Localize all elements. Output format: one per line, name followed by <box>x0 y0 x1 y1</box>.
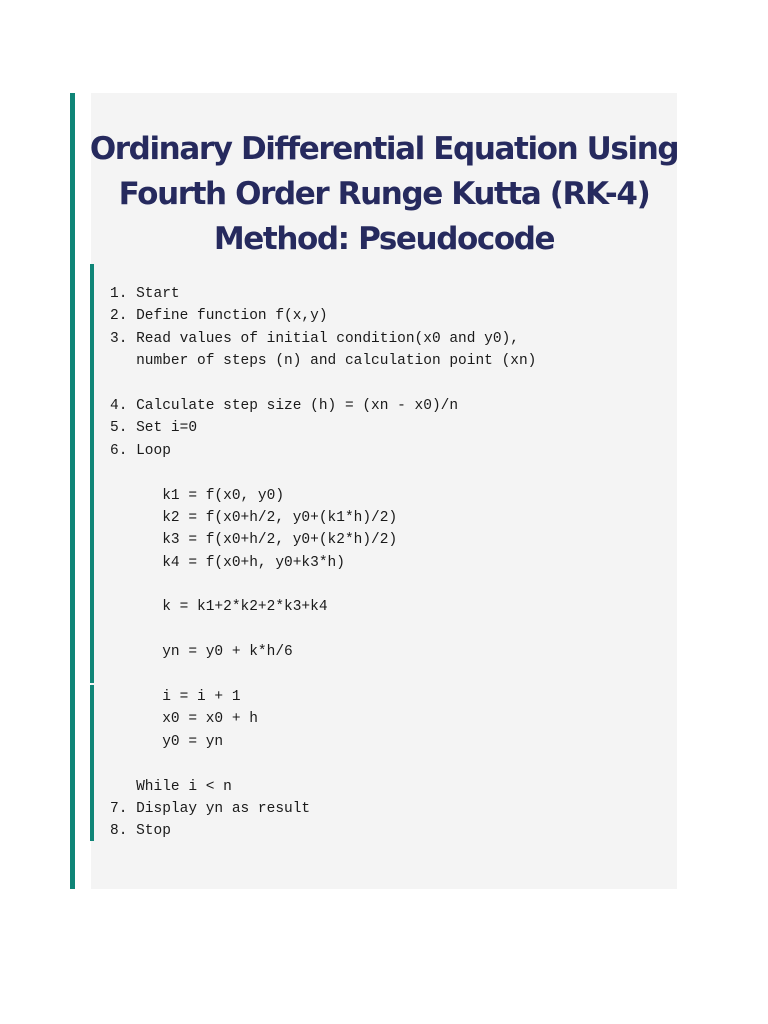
code-line: 1. Start <box>110 286 180 302</box>
title-line-3: Method: Pseudocode <box>213 221 555 257</box>
code-line <box>110 373 536 395</box>
code-line: k2 = f(x0+h/2, y0+(k1*h)/2) <box>110 509 398 526</box>
page-title <box>0 127 768 262</box>
code-line: 4. Calculate step size (h) = (xn - x0)/n <box>110 397 459 414</box>
code-line: k = k1+2*k2+2*k3+k4 <box>110 599 328 616</box>
code-line: k4 = f(x0+h, y0+k3*h) <box>110 554 345 571</box>
code-line: 2. Define function f(x,y) <box>110 308 328 325</box>
code-line: 3. Read values of initial condition(x0 and y0), <box>110 330 519 347</box>
title-line-2: Fourth Order Runge Kutta (RK-4) <box>118 176 650 212</box>
code-line <box>110 462 536 484</box>
code-line: i = i + 1 <box>110 689 241 706</box>
pseudocode-block <box>110 283 536 843</box>
code-line: y0 = yn <box>110 733 224 750</box>
code-line: number of steps (n) and calculation point (xn) <box>110 353 537 370</box>
code-accent-bar-top <box>90 264 94 683</box>
code-line <box>110 664 536 686</box>
code-accent-bar-bottom <box>90 685 94 841</box>
code-line <box>110 574 536 596</box>
code-line: x0 = x0 + h <box>110 711 258 728</box>
code-line: While i < n <box>110 778 232 795</box>
code-line: 8. Stop <box>110 823 171 840</box>
code-line: yn = y0 + k*h/6 <box>110 644 293 661</box>
title-line-1: Ordinary Differential Equation Using <box>89 131 679 167</box>
code-line <box>110 753 536 775</box>
code-line: 7. Display yn as result <box>110 800 311 817</box>
code-line: 5. Set i=0 <box>110 420 198 437</box>
code-line: k1 = f(x0, y0) <box>110 487 285 504</box>
code-line: k3 = f(x0+h/2, y0+(k2*h)/2) <box>110 532 398 549</box>
code-line <box>110 619 536 641</box>
code-line: 6. Loop <box>110 442 171 459</box>
